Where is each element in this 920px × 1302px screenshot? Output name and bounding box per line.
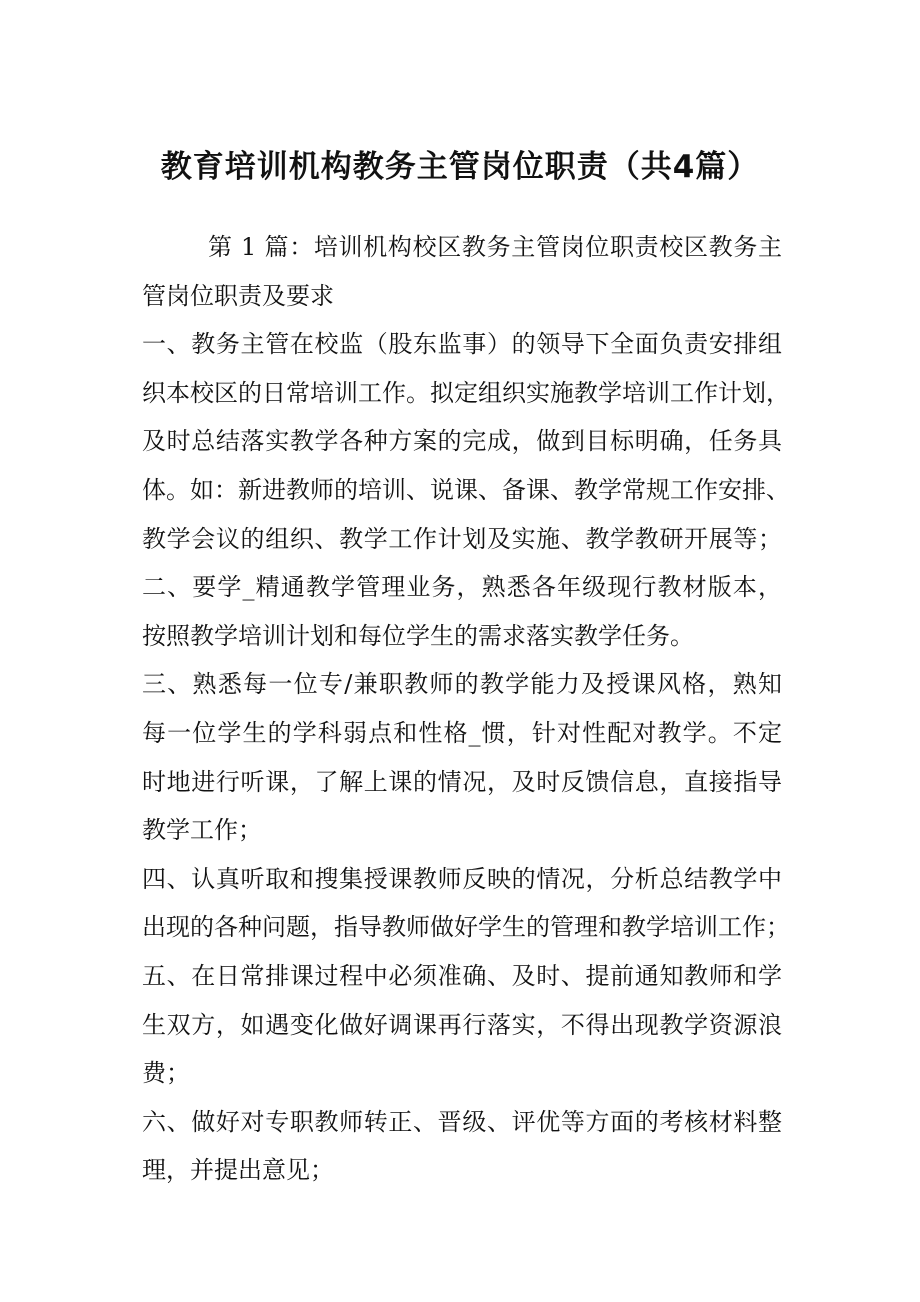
paragraph-line: 二、要学_精通教学管理业务，熟悉各年级现行教材版本， — [142, 573, 782, 602]
document-body — [142, 223, 790, 1195]
paragraph-line: 教学工作； — [142, 816, 262, 845]
paragraph-line: 织本校区的日常培训工作。拟定组织实施教学培训工作计划， — [142, 378, 790, 407]
paragraph-line: 一、教务主管在校监（股东监事）的领导下全面负责安排组 — [142, 330, 782, 359]
paragraph-line: 三、熟悉每一位专/兼职教师的教学能力及授课风格，熟知 — [142, 670, 782, 699]
paragraph-line: 按照教学培训计划和每位学生的需求落实教学任务。 — [142, 621, 694, 650]
paragraph-line: 生双方，如遇变化做好调课再行落实，不得出现教学资源浪 — [142, 1010, 782, 1039]
paragraph-line: 管岗位职责及要求 — [142, 281, 334, 310]
paragraph-line: 四、认真听取和搜集授课教师反映的情况，分析总结教学中 — [142, 864, 782, 893]
paragraph-line: 理，并提出意见； — [142, 1156, 334, 1185]
paragraph-line: 教学会议的组织、教学工作计划及实施、教学教研开展等； — [142, 524, 782, 553]
paragraph-line: 五、在日常排课过程中必须准确、及时、提前通知教师和学 — [142, 961, 782, 990]
paragraph-line: 每一位学生的学科弱点和性格_惯，针对性配对教学。不定 — [142, 718, 782, 747]
document-title: 教育培训机构教务主管岗位职责（共4篇） — [160, 149, 760, 185]
paragraph-line: 及时总结落实教学各种方案的完成，做到目标明确，任务具 — [142, 427, 782, 456]
paragraph-line: 费； — [142, 1059, 190, 1088]
paragraph-line: 体。如：新进教师的培训、说课、备课、教学常规工作安排、 — [142, 475, 790, 504]
paragraph-line: 时地进行听课，了解上课的情况，及时反馈信息，直接指导 — [142, 767, 782, 796]
paragraph-line: 第 1 篇：培训机构校区教务主管岗位职责校区教务主 — [208, 233, 782, 261]
paragraph-line: 六、做好对专职教师转正、晋级、评优等方面的考核材料整 — [142, 1107, 782, 1136]
paragraph-line: 出现的各种问题，指导教师做好学生的管理和教学培训工作； — [142, 913, 790, 942]
